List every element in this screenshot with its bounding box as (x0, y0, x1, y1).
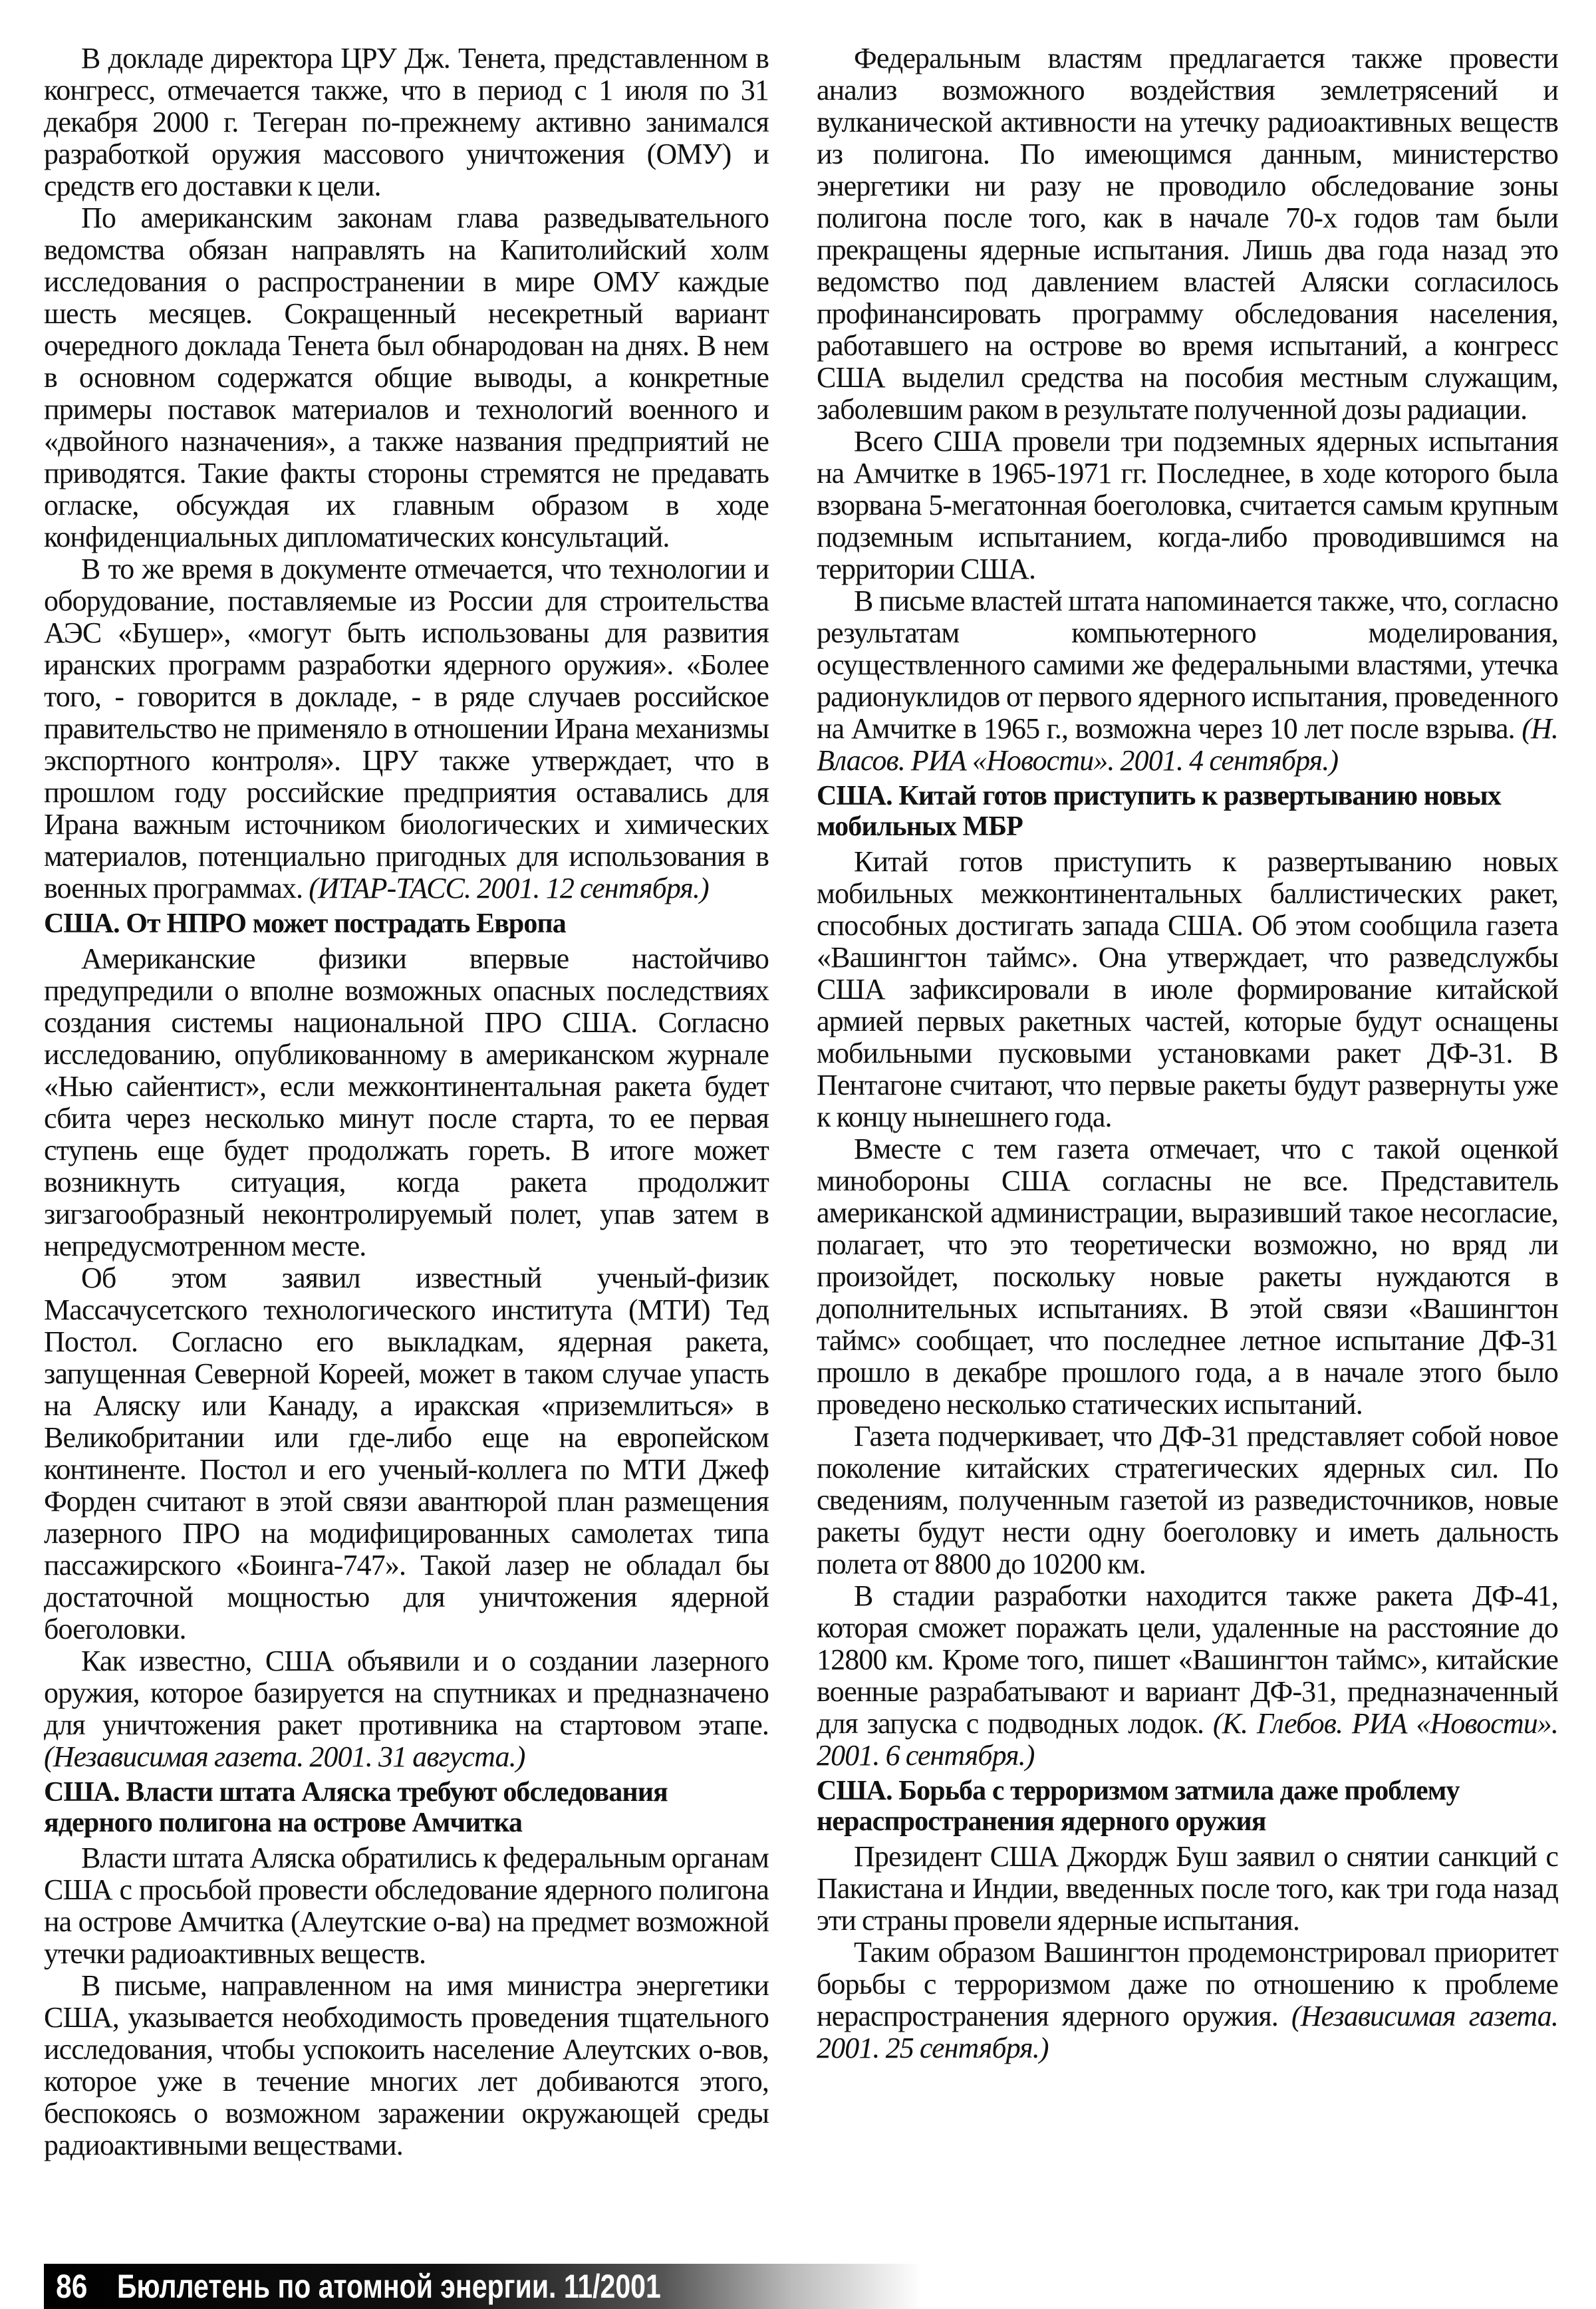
source-citation: (К. Глебов. РИА «Новости». 2001. 6 сентября.) (817, 1707, 1559, 1772)
paragraph: Вместе с тем газета отмечает, что с такой оценкой минобороны США согласны не все. Представитель американской администрации, выразивший такое несогласие, полагает, что это теоретически возможно, но вряд ли произойдет, поскольку новые ракеты нуждаются в дополнительных испытаниях. В этой связи «Вашингтон таймс» сообщает, что последнее летное испытание ДФ-31 прошло в декабре прошлого года, а в начале этого было проведено несколько статических испытаний. (817, 1133, 1558, 1421)
paragraph: Китай готов приступить к развертыванию новых мобильных межконтинентальных баллистических ракет, способных достигать запада США. Об этом сообщила газета «Вашингтон таймс». Она утверждает, что разведслужбы США зафиксировали в июле формирование китайской армией первых ракетных частей, которые будут оснащены мобильными пусковыми установками ракет ДФ-31. В Пентагоне считают, что первые ракеты будут развернуты уже к концу нынешнего года. (817, 845, 1558, 1133)
page-footer (44, 2264, 1041, 2309)
paragraph: В письме, направленном на имя министра энергетики США, указывается необходимость проведения тщательного исследования, чтобы успокоить население Алеутских о-вов, которое уже в течение многих лет добиваются этого, беспокоясь о возможном заражении окружающей среды радиоактивными веществами. (44, 1969, 769, 2161)
paragraph (817, 1580, 1558, 1772)
left-column (44, 43, 769, 2161)
paragraph (44, 553, 769, 904)
page-number: 86 (56, 2268, 88, 2305)
article-heading: США. Борьба с терроризмом затмила даже проблему нераспространения ядерного оружия (817, 1776, 1460, 1837)
article-heading: США. Власти штата Аляска требуют обследования ядерного полигона на острове Амчитка (44, 1777, 668, 1838)
paragraph (44, 1645, 769, 1773)
publication-title: Бюллетень по атомной энергии. 11/2001 (116, 2268, 661, 2305)
article-heading: США. От НПРО может пострадать Европа (44, 908, 566, 939)
right-column (817, 43, 1558, 2064)
paragraph: Президент США Джордж Буш заявил о снятии санкций с Пакистана и Индии, введенных после того, как три года назад эти страны провели ядерные испытания. (817, 1840, 1558, 1937)
source-citation: (Независимая газета. 2001. 25 сентября.) (817, 2000, 1558, 2064)
paragraph-text: Таким образом Вашингтон продемонстрировал приоритет борьбы с терроризмом даже по отношению к проблеме нераспространения ядерного оружия. (817, 1936, 1558, 2032)
paragraph-text: В письме властей штата напоминается также, что, согласно результатам компьютерного моделирования, осуществленного самими же федеральными властями, утечка радионуклидов от первого ядерного испытания, проведенного на Амчитке в 1965 г., возможна через 10 лет после взрыва. (817, 585, 1558, 745)
paragraph: В докладе директора ЦРУ Дж. Тенета, представленном в конгресс, отмечается также, что в период с 1 июля по 31 декабря 2000 г. Тегеран по-прежнему активно занимался разработкой оружия массового уничтожения (ОМУ) и средств его доставки к цели. (44, 42, 769, 202)
paragraph: Всего США провели три подземных ядерных испытания на Амчитке в 1965-1971 гг. Последнее, в ходе которого была взорвана 5-мегатонная боеголовка, считается самым крупным подземным испытанием, когда-либо проводившимся на территории США. (817, 425, 1558, 585)
source-citation: (ИТАР-ТАСС. 2001. 12 сентября.) (309, 872, 709, 904)
paragraph (817, 1937, 1558, 2064)
paragraph: Американские физики впервые настойчиво предупредили о вполне возможных опасных последствиях создания системы национальной ПРО США. Согласно исследованию, опубликованному в американском журнале «Нью сайентист», если межконтинентальная ракета будет сбита через несколько минут после старта, то ее первая ступень еще будет продолжать гореть. В итоге может возникнуть ситуация, когда ракета продолжит зигзагообразный неконтролируемый полет, упав затем в непредусмотренном месте. (44, 942, 769, 1262)
paragraph: Власти штата Аляска обратились к федеральным органам США с просьбой провести обследование ядерного полигона на острове Амчитка (Алеутские о-ва) на предмет возможной утечки радиоактивных веществ. (44, 1841, 769, 1970)
source-citation: (Независимая газета. 2001. 31 августа.) (44, 1740, 525, 1773)
paragraph: По американским законам глава разведывательного ведомства обязан направлять на Капитолийский холм исследования о распространении в мире ОМУ каждые шесть месяцев. Сокращенный несекретный вариант очередного доклада Тенета был обнародован на днях. В нем в основном содержатся общие выводы, а конкретные примеры поставок материалов и технологий военного и «двойного назначения», а также названия предприятий не приводятся. Такие факты стороны стремятся не предавать огласке, обсуждая их главным образом в ходе конфиденциальных дипломатических консультаций. (44, 202, 769, 553)
paragraph-text: Как известно, США объявили и о создании лазерного оружия, которое базируется на спутниках и предназначено для уничтожения ракет противника на стартовом этапе. (44, 1645, 769, 1741)
article-heading: США. Китай готов приступить к развертыванию новых мобильных МБР (817, 781, 1501, 842)
paragraph (817, 585, 1558, 777)
paragraph: Об этом заявил известный ученый-физик Массачусетского технологического института (МТИ) Тед Постол. Согласно его выкладкам, ядерная ракета, запущенная Северной Кореей, может в таком случае упасть на Аляску или Канаду, а иракская «приземлиться» в Великобритании или где-либо еще на европейском континенте. Постол и его ученый-коллега по МТИ Джеф Форден считают в этой связи авантюрой план размещения лазерного ПРО на модифицированных самолетах типа пассажирского «Боинга-747». Такой лазер не обладал бы достаточной мощностью для уничтожения ядерной боеголовки. (44, 1262, 769, 1645)
source-citation: (Н. Власов. РИА «Новости». 2001. 4 сентября.) (817, 712, 1558, 777)
paragraph: Федеральным властям предлагается также провести анализ возможного воздействия землетрясений и вулканической активности на утечку радиоактивных веществ из полигона. По имеющимся данным, министерство энергетики ни разу не проводило обследование зоны полигона после того, как в начале 70-х годов там были прекращены ядерные испытания. Лишь два года назад это ведомство под давлением властей Аляски согласилось профинансировать программу обследования населения, работавшего на острове во время испытаний, а конгресс США выделил средства на пособия местным служащим, заболевшим раком в результате полученной дозы радиации. (817, 42, 1558, 426)
paragraph-text: В то же время в документе отмечается, что технологии и оборудование, поставляемые из России для строительства АЭС «Бушер», «могут быть использованы для развития иранских программ разработки ядерного оружия». «Более того, - говорится в докладе, - в ряде случаев российское правительство не применяло в отношении Ирана механизмы экспортного контроля». ЦРУ также утверждает, что в прошлом году российские предприятия оставались для Ирана важным источником биологических и химических материалов, потенциально пригодных для использования в военных программах. (44, 553, 769, 904)
paragraph: Газета подчеркивает, что ДФ-31 представляет собой новое поколение китайских стратегических ядерных сил. По сведениям, полученным газетой из разведисточников, новые ракеты будут нести одну боеголовку и иметь дальность полета от 8800 до 10200 км. (817, 1420, 1558, 1580)
paragraph-text: В стадии разработки находится также ракета ДФ-41, которая сможет поражать цели, удаленные на расстояние до 12800 км. Кроме того, пишет «Вашингтон таймс», китайские военные разрабатывают и вариант ДФ-31, предназначенный для запуска с подводных лодок. (817, 1579, 1558, 1740)
